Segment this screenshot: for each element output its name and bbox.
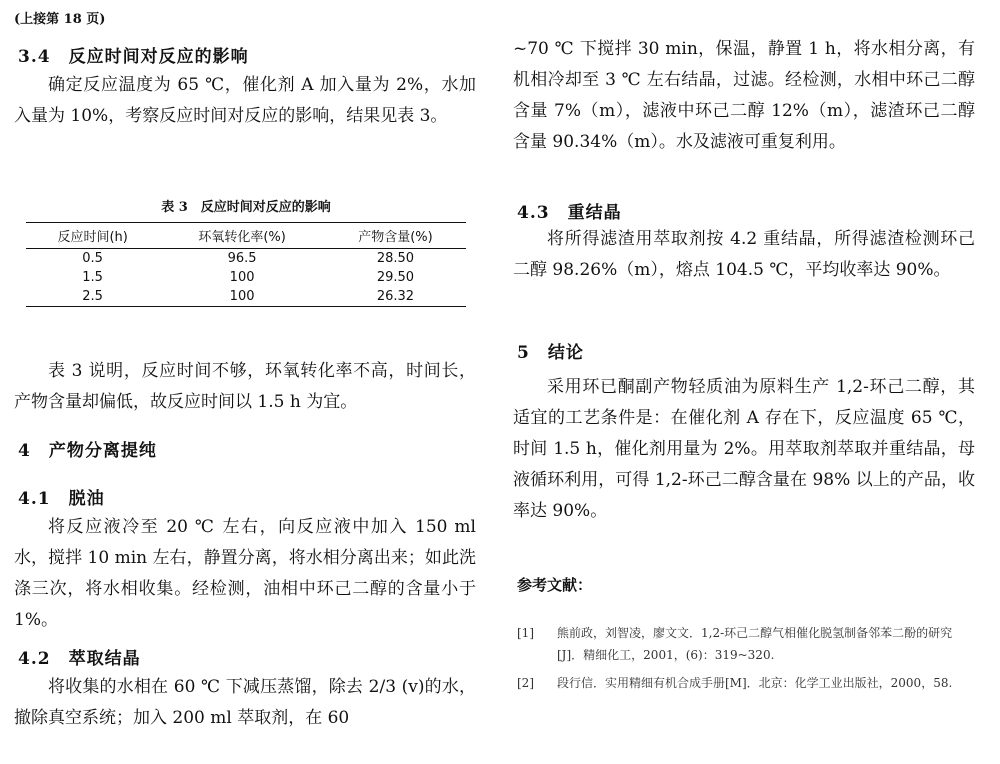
table-cell: 28.50 [376, 251, 415, 266]
section-4-3-heading: 4.3 重结晶 [517, 203, 622, 223]
table-cell: 26.32 [325, 287, 466, 307]
col-header-conversion: 环氧转化率(%) [159, 223, 325, 249]
section-3-4-paragraph: 确定反应温度为 65 ℃，催化剂 A 加入量为 2%，水加入量为 10%，考察反应时间对反应的影响，结果见表 3。 [14, 75, 476, 126]
continued-note: (上接第 18 页) [14, 12, 106, 27]
section-4-1-paragraph: 将反应液冷至 20 ℃ 左右，向反应液中加入 150 ml 水，搅拌 10 min 左右，静置分离，将水相分离出来；如此洗涤三次，将水相收集。经检测，油相中环己二醇的含量小于 1%。 [14, 517, 476, 630]
table-cell: 1.5 [82, 270, 103, 285]
references-list [517, 622, 975, 694]
reference-number: [1] [517, 626, 534, 640]
section-4-2-paragraph: 将收集的水相在 60 ℃ 下减压蒸馏，除去 2/3 (v)的水，撤除真空系统；加入 200 ml 萃取剂，在 60 [14, 677, 476, 728]
table-3-discussion: 表 3 说明，反应时间不够，环氧转化率不高，时间长，产物含量却偏低，故反应时间以 1.5 h 为宜。 [14, 361, 476, 412]
section-5-paragraph: 采用环已酮副产物轻质油为原料生产 1,2-环己二醇，其适宜的工艺条件是：在催化剂 A 存在下，反应温度 65 ℃，时间 1.5 h，催化剂用量为 2%。用萃取剂萃取并重结晶，母液循环利用，可得 1,2-环己二醇含量在 98% 以上的产品，收率达 90%。 [513, 377, 975, 521]
table-cell: 2.5 [26, 287, 159, 307]
table-row [26, 268, 466, 287]
table-3-caption: 表 3 反应时间对反应的影响 [161, 200, 331, 215]
table-cell: 100 [159, 287, 325, 307]
table-cell: 100 [229, 270, 255, 285]
section-5-heading: 5 结论 [517, 343, 584, 363]
section-4-3-paragraph: 将所得滤渣用萃取剂按 4.2 重结晶，所得滤渣检测环己二醇 98.26%（m），熔点 104.5 ℃，平均收率达 90%。 [513, 229, 975, 280]
table-cell: 0.5 [82, 251, 103, 266]
table-3 [26, 222, 466, 307]
continued-paragraph: ~70 ℃ 下搅拌 30 min，保温，静置 1 h，将水相分离，有机相冷却至 3 ℃ 左右结晶，过滤。经检测，水相中环己二醇含量 7%（m），滤液中环己二醇 12%（m），滤渣环己二醇含量 90.34%（m）。水及滤液可重复利用。 [513, 39, 975, 152]
table-row [26, 249, 466, 269]
table-cell: 29.50 [376, 270, 415, 285]
table-row [26, 287, 466, 307]
section-4-2-heading: 4.2 萃取结晶 [18, 649, 141, 669]
table-header-row [26, 223, 466, 249]
table-cell: 96.5 [227, 251, 257, 266]
section-3-4-heading: 3.4 反应时间对反应的影响 [18, 47, 249, 67]
section-4-heading: 4 产物分离提纯 [18, 441, 157, 461]
col-header-content: 产物含量(%) [325, 223, 466, 249]
reference-number: [2] [517, 676, 534, 690]
reference-text: 段行信．实用精细有机合成手册[M]．北京：化学工业出版社，2000，58. [557, 676, 953, 690]
reference-item [517, 622, 975, 666]
reference-item [517, 672, 975, 694]
section-4-1-heading: 4.1 脱油 [18, 489, 105, 509]
references-title: 参考文献： [517, 576, 593, 594]
col-header-time: 反应时间(h) [26, 223, 159, 249]
reference-text: 熊前政，刘智凌，廖文文．1,2-环己二醇气相催化脱氢制备邻苯二酚的研究[J]．精细化工，2001，(6)：319~320. [557, 626, 953, 662]
